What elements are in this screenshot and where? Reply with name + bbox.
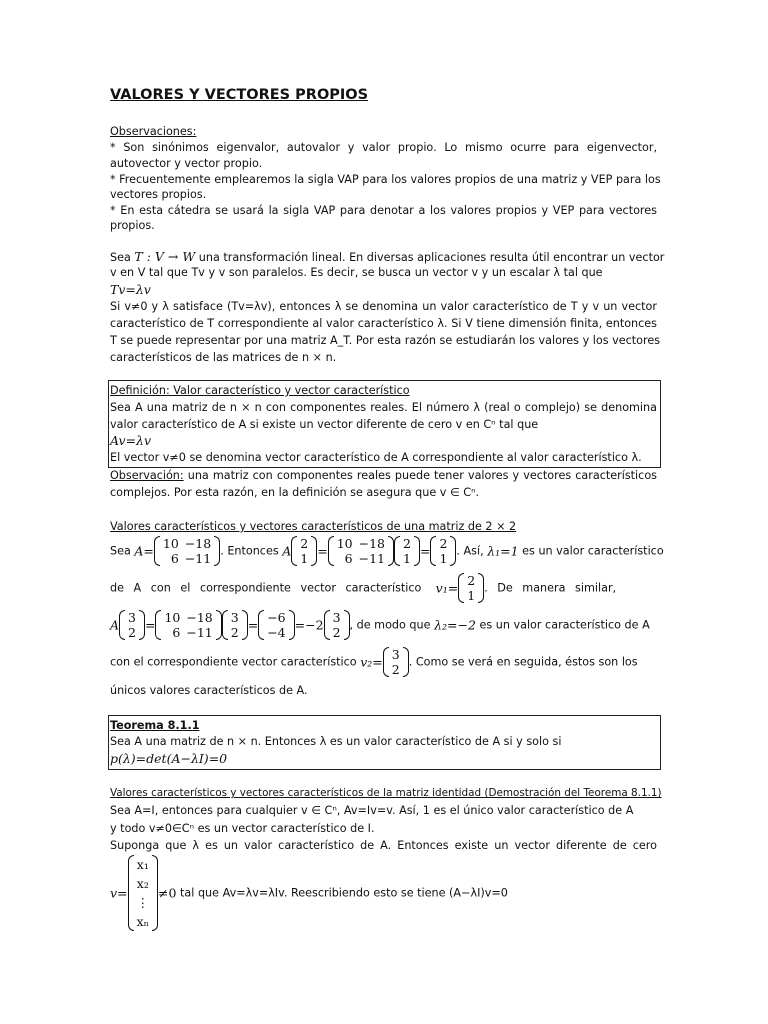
definition-equation: Av=λv: [110, 433, 152, 448]
matrix-cell: x₁: [136, 857, 149, 872]
identity-vector-row: v= x₁ x₂ ⋮ xₙ ≠0 tal que Av=λv=λIv. Reescribiendo esto se tiene (A−λI)v=0: [110, 857, 508, 929]
identity-heading: Valores característicos y vectores característicos de la matriz identidad (Demostración del Teorema 8.1.1): [110, 787, 662, 799]
matrix-row: [264, 625, 288, 640]
matrix-row: [464, 588, 478, 603]
theorem-equation: p(λ)=det(A−λI)=0: [110, 751, 228, 766]
matrix-row: [125, 610, 139, 625]
obs-line-3b: propios.: [110, 219, 155, 232]
matrix-row: [125, 625, 139, 640]
matrix-cell: 2: [439, 536, 448, 551]
matrix-cell: −6: [267, 610, 286, 625]
lambda-2: λ₂=−2: [434, 617, 476, 633]
matrix-cell: 3: [128, 610, 136, 625]
obs-line-2b: vectores propios.: [110, 188, 207, 201]
matrix-row: [436, 551, 450, 566]
matrix-cell: 2: [128, 625, 136, 640]
matrix-cell: 1: [403, 551, 411, 566]
matrix-cell: 10: [336, 536, 353, 551]
matrix-cell: −18: [358, 536, 386, 551]
matrix-cell: 1: [439, 551, 448, 566]
intro-equation: Tv=λv: [110, 282, 151, 297]
matrix-cell: −18: [184, 536, 212, 551]
matrix-cell: −11: [184, 551, 212, 566]
identity-line-2: y todo v≠0∈Cⁿ es un vector característico de I.: [110, 822, 375, 835]
obs-line-2a: * Frecuentemente emplearemos la sigla VAP para los valores propios de una matriz y VEP para los: [110, 173, 661, 186]
matrix-a: [155, 610, 221, 640]
matrix-a: [328, 536, 394, 566]
matrix-row: [134, 912, 153, 931]
obs-line-3a: * En esta cátedra se usará la sigla VAP para denotar a los valores propios y VEP para vectores: [110, 204, 657, 217]
matrix-row: [330, 610, 344, 625]
matrix-cell: −18: [186, 610, 213, 625]
vector-3-2: [324, 610, 350, 640]
example-line-unicos: únicos valores característicos de A.: [110, 684, 308, 697]
matrix-row: [160, 536, 214, 551]
identity-line-1: Sea A=I, entonces para cualquier v ∈ Cⁿ, Av=Iv=v. Así, 1 es el único valor característico de A: [110, 804, 634, 817]
matrix-cell: 2: [230, 625, 239, 640]
matrix-cell: 2: [300, 536, 309, 551]
matrix-row: [160, 551, 214, 566]
vector-2-1: [291, 536, 317, 566]
matrix-row: [389, 662, 403, 677]
matrix-row: [297, 551, 311, 566]
matrix-row: [228, 625, 242, 640]
matrix-row: [334, 536, 388, 551]
definition-line-2: valor característico de A si existe un vector diferente de cero v en Cⁿ tal que: [110, 418, 539, 431]
matrix-row: [228, 610, 242, 625]
vector-x: [128, 855, 159, 931]
observacion-line-2: complejos. Por esta razón, en la definición se asegura que v ∈ Cⁿ.: [110, 486, 480, 499]
definition-heading: Definición: Valor característico y vector característico: [110, 384, 410, 397]
matrix-cell: 3: [332, 610, 341, 625]
matrix-cell: 10: [164, 610, 181, 625]
matrix-row: [134, 855, 153, 874]
lambda-1: λ₁=1: [487, 543, 519, 559]
intro-line-6: T se puede representar por una matriz A_T. Por esta razón se estudiarán los valores y los vectores: [110, 334, 661, 347]
matrix-row: [389, 647, 403, 662]
matrix-cell: 2: [403, 536, 411, 551]
matrix-cell: 1: [300, 551, 309, 566]
matrix-cell: 2: [467, 573, 476, 588]
matrix-cell: −11: [186, 625, 213, 640]
obs-line-1a: * Son sinónimos eigenvalor, autovalor y valor propio. Lo mismo ocurre para eigenvector,: [110, 141, 657, 154]
vector-m6-m4: [258, 610, 294, 640]
matrix-cell: 6: [170, 551, 179, 566]
example-row-3: A 3 2 = 10 −18 6 −11 3 2 = −6 −4 =−2 3 2 , de modo que λ₂=−2 es un valor característico de A: [110, 610, 650, 640]
matrix-row: [134, 874, 153, 893]
matrix-cell: 1: [467, 588, 476, 603]
matrix-row: [334, 551, 388, 566]
identity-line-3: Suponga que λ es un valor característico de A. Entonces existe un vector diferente de cero: [110, 839, 657, 852]
matrix-row: [400, 551, 414, 566]
matrix-row: [436, 536, 450, 551]
example-heading: Valores característicos y vectores característicos de una matriz de 2 × 2: [110, 520, 517, 533]
matrix-cell: −4: [267, 625, 286, 640]
matrix-cell: 6: [172, 625, 181, 640]
matrix-cell: 3: [230, 610, 239, 625]
v1-label: v₁=: [435, 580, 459, 596]
matrix-cell: 3: [391, 647, 400, 662]
theorem-line-1: Sea A una matriz de n × n. Entonces λ es un valor característico de A si y solo si: [110, 735, 562, 748]
vector-v2: [383, 647, 409, 677]
matrix-a: [154, 536, 220, 566]
matrix-row: [161, 625, 215, 640]
matrix-cell: x₂: [136, 876, 149, 891]
matrix-cell: 10: [162, 536, 179, 551]
intro-line-4: Si v≠0 y λ satisface (Tv=λv), entonces λ se denomina un valor característico de T y v un vector: [110, 300, 657, 313]
matrix-row: [264, 610, 288, 625]
observacion-line-1: Observación: una matriz con componentes reales puede tener valores y vectores característicos: [110, 469, 657, 482]
vector-3-2: [119, 610, 145, 640]
intro-line-5: característico de T correspondiente al valor característico λ. Si V tiene dimensión finita, entonces: [110, 317, 657, 330]
v-label: v=: [110, 885, 128, 901]
intro-line-1: Sea T : V → W una transformación lineal. En diversas aplicaciones resulta útil encontrar un vector: [110, 249, 665, 264]
matrix-row: [464, 573, 478, 588]
matrix-row: [134, 893, 153, 912]
example-row-1: Sea A= 10 −18 6 −11 . Entonces A 2 1 = 10 −18 6 −11 2 1 = 2 1 . Así, λ₁=1 es un valor característico: [110, 536, 664, 566]
vector-2-1: [430, 536, 456, 566]
matrix-row: [400, 536, 414, 551]
intro-line-7: característicos de las matrices de n × n.: [110, 351, 337, 364]
definition-line-4: El vector v≠0 se denomina vector característico de A correspondiente al valor característico λ.: [110, 451, 642, 464]
intro-line-2: v en V tal que Tv y v son paralelos. Es decir, se busca un vector v y un escalar λ tal que: [110, 266, 603, 279]
vector-2-1: [394, 536, 420, 566]
vector-3-2: [222, 610, 248, 640]
matrix-row: [330, 625, 344, 640]
obs-line-1b: autovector y vector propio.: [110, 157, 263, 170]
map-notation: T : V → W: [134, 249, 196, 264]
theorem-heading: Teorema 8.1.1: [110, 719, 200, 732]
vector-v1: [458, 573, 484, 603]
observacion-label: Observación:: [110, 469, 184, 482]
matrix-row: [297, 536, 311, 551]
matrix-cell: ⋮: [136, 895, 150, 910]
page-title: VALORES Y VECTORES PROPIOS: [110, 87, 369, 103]
matrix-row: [161, 610, 215, 625]
matrix-cell: −11: [358, 551, 386, 566]
matrix-cell: 2: [391, 662, 400, 677]
matrix-cell: xₙ: [136, 914, 150, 929]
observaciones-heading: Observaciones:: [110, 125, 197, 138]
v2-label: v₂=: [360, 654, 383, 670]
example-row-2: de A con el correspondiente vector característico v₁= 2 1 . De manera similar,: [110, 573, 617, 603]
example-row-4: con el correspondiente vector característico v₂= 3 2 . Como se verá en seguida, éstos son los: [110, 647, 638, 677]
matrix-cell: 6: [344, 551, 353, 566]
definition-line-1: Sea A una matriz de n × n con componentes reales. El número λ (real o complejo) se denomina: [110, 401, 657, 414]
matrix-cell: 2: [332, 625, 341, 640]
